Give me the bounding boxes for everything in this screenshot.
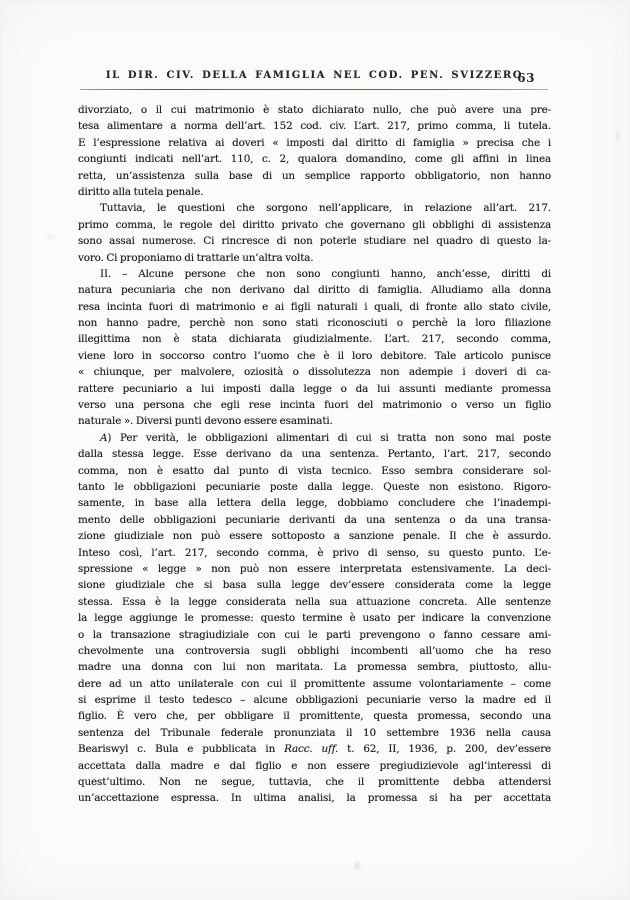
- page-header: [78, 70, 551, 90]
- text-line: voro. Ci proponiamo di trattarle un’altra volta.: [78, 251, 314, 264]
- running-title: IL DIR. CIV. DELLA FAMIGLIA NEL COD. PEN. SVIZZERO: [105, 70, 524, 81]
- text-line: naturale ». Diversi punti devono essere esaminati.: [78, 415, 333, 428]
- text-line: stessa. Essa è la legge considerata nella sua attuazione concreta. Alle sentenze: [78, 595, 551, 608]
- text-line: dalla stessa legge. Esse derivano da una sentenza. Pertanto, l’art. 217, secondo: [78, 448, 551, 461]
- text-line: o la transazione stragiudiziale con cui le parti prevengono o fanno cessare ami-: [78, 628, 551, 641]
- text-line: diritto alla tutela penale.: [78, 185, 204, 198]
- text-line: la legge aggiunge le promesse: questo termine è usato per indicare la convenzione: [78, 612, 551, 625]
- text-line: sono assai numerose. Ci rincresce di non poterle studiare nel quadro di questo la-: [78, 235, 551, 248]
- text-line: A) Per verità, le obbligazioni alimentari di cui si tratta non sono mai poste: [100, 431, 551, 444]
- text-line: illegittima non è stata dichiarata giudizialmente. L’art. 217, secondo comma,: [78, 333, 551, 346]
- text-line: Inteso così, l’art. 217, secondo comma, è privo di senso, su questo punto. L’e-: [78, 546, 551, 559]
- text-line: quest’ultimo. Non ne segue, tuttavia, che il promittente debba attendersi: [78, 776, 551, 789]
- text-line: sione giudiziale che si basa sulla legge dev’essere considerata come la legge: [78, 579, 551, 592]
- text-line: viene loro in soccorso contro l’uomo che è il loro debitore. Tale articolo punisce: [78, 349, 551, 362]
- page-number: 63: [517, 71, 535, 85]
- paragraph: [78, 266, 551, 430]
- text-line: rattere pecuniario a lui imposti dalla legge o da lui assunti mediante promessa: [78, 382, 551, 395]
- paragraph: [78, 200, 551, 266]
- text-line: samente, in base alla lettera della legge, dobbiamo concludere che l’inadempi-: [78, 497, 551, 510]
- text-line: madre una donna con lui non maritata. La promessa sembra, piuttosto, allu-: [78, 661, 551, 674]
- text-line: divorziato, o il cui matrimonio è stato dichiarato nullo, che può avere una pre-: [78, 104, 551, 116]
- text-line: chevolmente una controversia sugli obblighi incombenti all’uomo che ha reso: [78, 644, 551, 657]
- text-line: non hanno padre, perchè non sono stati riconosciuti o perchè la loro filiazione: [78, 317, 551, 330]
- text-line: un’accettazione espressa. In ultima analisi, la promessa si ha per accettata: [78, 792, 551, 805]
- text-line: tesa alimentare a norma dell’art. 152 cod. civ. L’art. 217, primo comma, li tutela.: [78, 120, 551, 133]
- text-line: accettata dalla madre e dal figlio e non essere pregiudizievole agl’interessi di: [78, 759, 551, 772]
- text-line: congiunti indicati nell’art. 110, c. 2, qualora domandino, come gli affini in linea: [78, 153, 551, 166]
- text-line: dere ad un atto unilaterale con cui il promittente assume volontariamente – come: [78, 677, 551, 690]
- text-line: sentenza del Tribunale federale pronunziata il 10 settembre 1936 nella causa: [78, 726, 551, 739]
- text-line: zione giudiziale non può essere sottoposto a sanzione penale. Il che è assurdo.: [78, 530, 551, 543]
- text-line: figlio. È vero che, per obbligare il promittente, questa promessa, secondo una: [78, 710, 551, 723]
- scan-smudge: [44, 232, 56, 242]
- header-rule: [80, 89, 548, 90]
- text-line: tanto le obbligazioni pecuniarie poste dalla legge. Queste non esistono. Rigoro-: [78, 480, 551, 493]
- text-line: verso una persona che egli rese incinta fuori del matrimonio o verso un figlio: [78, 399, 551, 412]
- text-line: natura pecuniaria che non derivano dal diritto di famiglia. Alludiamo alla donna: [78, 284, 551, 297]
- text-line: Beariswyl c. Bula e pubblicata in Racc. uff. t. 62, II, 1936, p. 200, dev’essere: [78, 743, 551, 756]
- article-text: [78, 102, 551, 807]
- paragraph: [78, 102, 551, 200]
- text-line: comma, non è esatto dal punto di vista tecnico. Esso sembra considerare sol-: [78, 464, 551, 477]
- text-line: si esprime il testo tedesco – alcune obbligazioni pecuniarie verso la madre ed il: [78, 694, 551, 707]
- text-line: E l’espressione relativa ai doveri « imposti dal diritto di famiglia » precisa che i: [78, 136, 551, 149]
- paragraph: [78, 430, 551, 807]
- text-line: spressione « legge » non può non essere interpretata estensivamente. La deci-: [78, 562, 551, 575]
- text-line: II. – Alcune persone che non sono congiunti hanno, anch’esse, diritti di: [100, 267, 551, 280]
- text-line: mento delle obbligazioni pecuniarie derivanti da una sentenza o da una transa-: [78, 513, 551, 526]
- text-line: retta, un’assistenza sulla base di un semplice rapporto obbligatorio, non hanno: [78, 169, 551, 182]
- text-line: Tuttavia, le questioni che sorgono nell’applicare, in relazione all’art. 217.: [100, 202, 551, 215]
- text-line: « chiunque, per malvolere, oziosità o dissolutezza non adempie i doveri di ca-: [78, 366, 551, 379]
- scan-smudge: [614, 128, 622, 144]
- scan-smudge: [352, 860, 362, 872]
- text-line: resa incinta fuori di matrimonio e ai figli naturali i quali, di fronte allo stato civile,: [78, 300, 551, 313]
- text-line: primo comma, le regole del diritto privato che governano gli obblighi di assistenza: [78, 218, 551, 231]
